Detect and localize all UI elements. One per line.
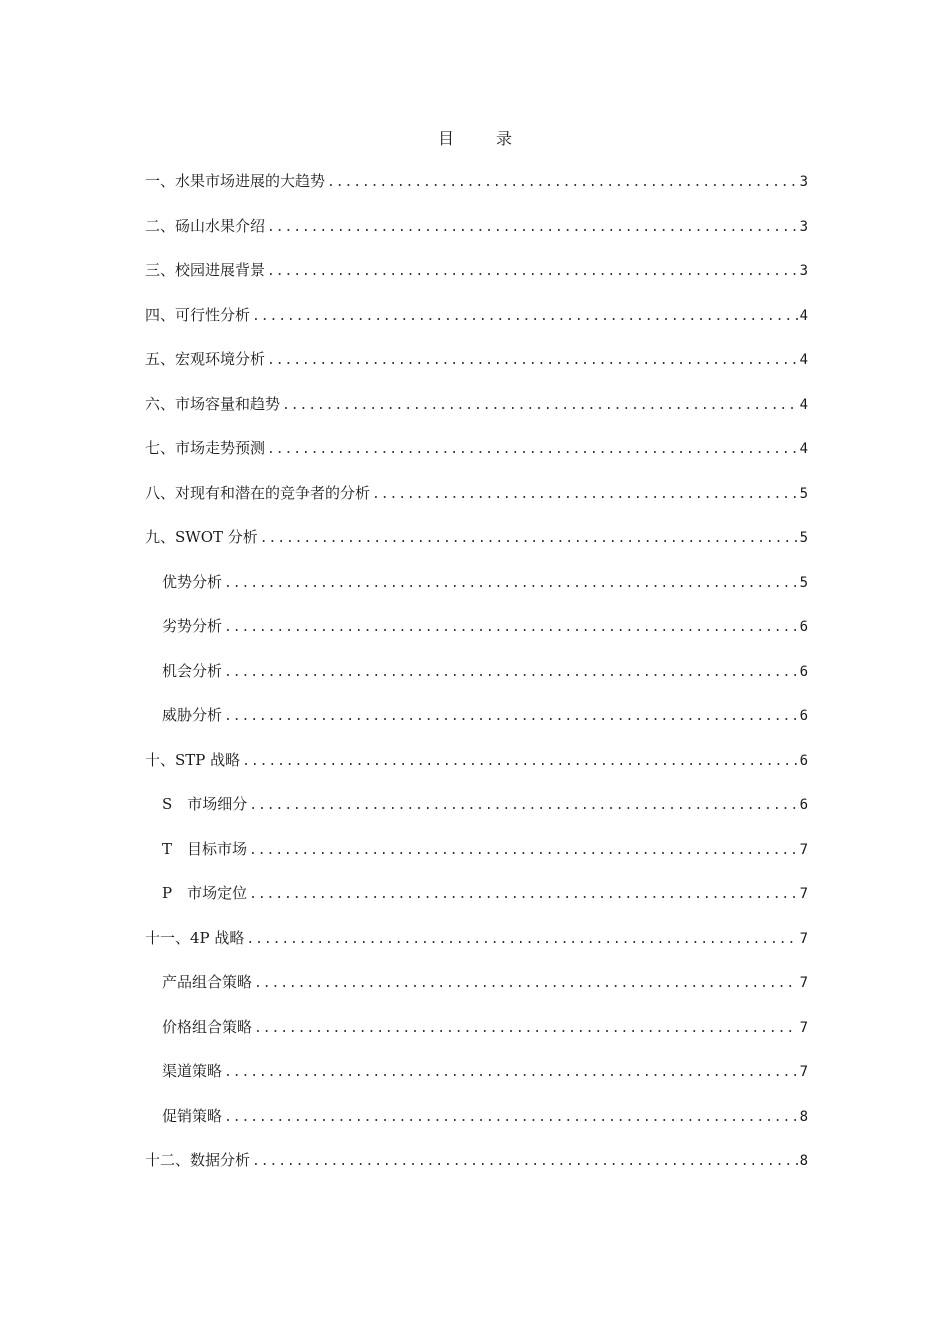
toc-leader-dots (249, 885, 797, 905)
toc-entry[interactable] (145, 705, 808, 750)
toc-entry-label: 十二、数据分析 (145, 1151, 251, 1169)
toc-entry-page-number: 4 (799, 307, 808, 324)
toc-leader-dots (224, 663, 798, 683)
toc-list (145, 171, 808, 1195)
toc-entry[interactable] (145, 794, 808, 839)
toc-entry[interactable] (145, 883, 808, 928)
toc-entry[interactable] (145, 1061, 808, 1106)
toc-entry[interactable] (145, 1106, 808, 1151)
toc-leader-dots (327, 173, 798, 193)
toc-entry-label: 劣势分析 (162, 617, 223, 635)
toc-entry-label: 五、宏观环境分析 (145, 350, 266, 368)
toc-entry-label: T 目标市场 (162, 839, 248, 858)
toc-entry[interactable] (145, 839, 808, 884)
toc-entry[interactable] (145, 972, 808, 1017)
toc-entry-label: 促销策略 (162, 1106, 223, 1125)
toc-leader-dots (267, 218, 798, 238)
toc-entry[interactable] (145, 616, 808, 661)
toc-leader-dots (252, 1152, 798, 1172)
toc-entry-page-number: 8 (799, 1153, 808, 1169)
toc-leader-dots (252, 307, 798, 327)
toc-title-right: 录 (496, 129, 513, 148)
toc-entry-page-number: 7 (799, 930, 808, 947)
toc-entry-label: 八、对现有和潜在的竞争者的分析 (145, 483, 371, 502)
toc-leader-dots (249, 841, 798, 861)
toc-entry-page-number: 6 (799, 708, 808, 724)
toc-entry-page-number: 4 (799, 396, 808, 413)
toc-entry-label: P 市场定位 (162, 884, 248, 902)
toc-leader-dots (224, 1063, 798, 1083)
toc-entry-label: 威胁分析 (162, 706, 223, 724)
toc-entry-page-number: 5 (799, 574, 808, 591)
toc-entry-page-number: 7 (799, 1064, 808, 1080)
toc-title (0, 126, 950, 149)
toc-entry[interactable] (145, 483, 808, 528)
toc-entry[interactable] (145, 438, 808, 483)
toc-entry-page-number: 3 (799, 174, 808, 190)
toc-entry-page-number: 6 (799, 752, 808, 769)
toc-leader-dots (254, 974, 798, 994)
toc-entry[interactable] (145, 171, 808, 216)
toc-leader-dots (282, 396, 798, 416)
toc-leader-dots (267, 262, 798, 282)
toc-entry-page-number: 6 (799, 797, 808, 813)
toc-entry-label: 二、砀山水果介绍 (145, 216, 266, 235)
toc-leader-dots (267, 440, 798, 460)
toc-entry-page-number: 5 (799, 485, 808, 502)
toc-leader-dots (260, 529, 798, 549)
toc-leader-dots (372, 485, 798, 505)
toc-entry-label: 渠道策略 (162, 1062, 223, 1080)
toc-entry-label: 六、市场容量和趋势 (145, 394, 281, 413)
toc-entry-label: 十、STP 战略 (145, 750, 241, 769)
toc-entry-page-number: 4 (799, 352, 808, 368)
toc-leader-dots (224, 574, 798, 594)
toc-leader-dots (224, 618, 798, 638)
toc-entry-page-number: 3 (799, 263, 808, 279)
toc-entry[interactable] (145, 260, 808, 305)
toc-entry-page-number: 7 (799, 841, 808, 858)
toc-entry[interactable] (145, 216, 808, 261)
toc-leader-dots (224, 1108, 798, 1128)
toc-entry[interactable] (145, 305, 808, 350)
toc-entry[interactable] (145, 572, 808, 617)
toc-entry[interactable] (145, 661, 808, 706)
toc-entry[interactable] (145, 928, 808, 973)
toc-entry-label: S 市场细分 (162, 795, 248, 813)
toc-title-left: 目 (437, 129, 454, 148)
toc-leader-dots (242, 752, 797, 772)
toc-entry-page-number: 7 (799, 1019, 808, 1036)
toc-entry[interactable] (145, 349, 808, 394)
toc-entry-page-number: 6 (799, 619, 808, 635)
toc-leader-dots (224, 707, 798, 727)
toc-entry[interactable] (145, 527, 808, 572)
toc-entry-label: 七、市场走势预测 (145, 439, 266, 457)
toc-entry-label: 十一、4P 战略 (145, 928, 245, 947)
toc-entry[interactable] (145, 394, 808, 439)
toc-entry-page-number: 7 (799, 975, 808, 991)
toc-entry-label: 价格组合策略 (162, 1017, 253, 1036)
toc-leader-dots (267, 351, 798, 371)
toc-entry-page-number: 6 (799, 663, 808, 680)
toc-leader-dots (249, 796, 797, 816)
toc-leader-dots (254, 1019, 798, 1039)
toc-entry-label: 机会分析 (162, 661, 223, 680)
toc-entry-page-number: 4 (799, 441, 808, 457)
toc-entry-label: 一、水果市场进展的大趋势 (145, 172, 326, 190)
toc-entry[interactable] (145, 750, 808, 795)
toc-entry-page-number: 7 (799, 886, 808, 902)
toc-entry-label: 九、SWOT 分析 (145, 528, 258, 546)
toc-entry-label: 三、校园进展背景 (145, 261, 266, 279)
toc-entry-label: 产品组合策略 (162, 973, 253, 991)
toc-entry[interactable] (145, 1150, 808, 1195)
toc-entry[interactable] (145, 1017, 808, 1062)
toc-entry-page-number: 3 (799, 218, 808, 235)
toc-leader-dots (246, 930, 797, 950)
toc-entry-page-number: 5 (799, 530, 808, 546)
toc-entry-label: 四、可行性分析 (145, 305, 251, 324)
toc-entry-page-number: 8 (799, 1108, 808, 1125)
toc-entry-label: 优势分析 (162, 572, 223, 591)
